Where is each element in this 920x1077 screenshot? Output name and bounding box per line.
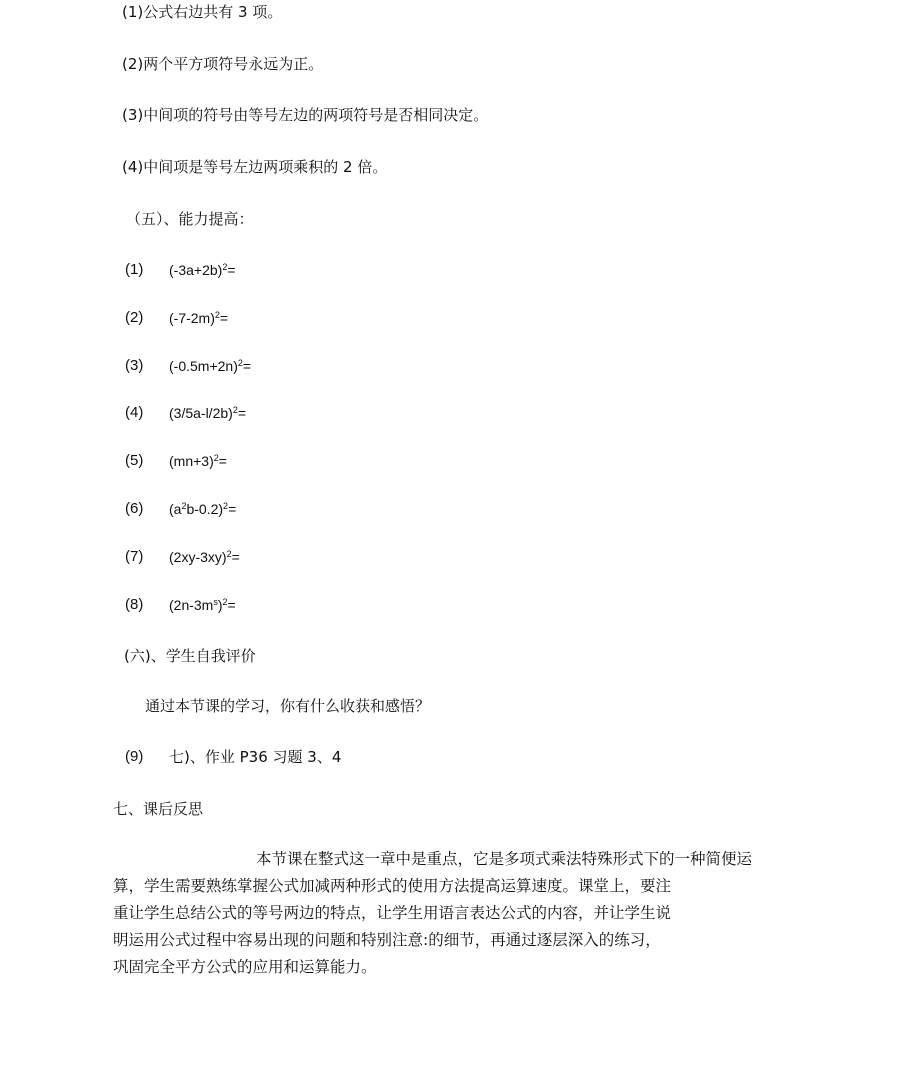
expression-exp: 2	[226, 549, 232, 559]
exercise-expression	[169, 595, 236, 615]
expression-pre: (-0.5m+2n)	[169, 358, 238, 374]
exercise-expression	[169, 499, 236, 519]
expression-post: =	[227, 597, 236, 613]
expression-post: =	[218, 453, 227, 469]
expression-pre: (3/5a-l/2b)	[169, 405, 233, 421]
expression-exp: 2	[213, 453, 219, 463]
expression-pre: (-3a+2b)	[169, 262, 223, 278]
expression-post: =	[231, 549, 240, 565]
exercise-expression	[169, 403, 246, 423]
exercise-expression	[169, 547, 240, 567]
expression-sup1: s	[213, 597, 218, 607]
exercise-number: (3)	[125, 357, 144, 374]
self-evaluation-prompt: 通过本节课的学习，你有什么收获和感悟？	[145, 697, 431, 715]
expression-mid: )	[217, 597, 223, 613]
expression-post: =	[237, 405, 247, 421]
exercise-number: (2)	[125, 309, 144, 326]
homework-text: 七)、作业 P36 习题 3、4	[169, 748, 342, 766]
expression-exp: 2	[232, 405, 238, 415]
exercise-expression	[169, 356, 251, 376]
note-1: (1)公式右边共有 3 项。	[122, 3, 283, 21]
expression-sup1: 2	[181, 501, 187, 511]
expression-post: =	[227, 262, 236, 278]
expression-pre: (-7-2m)	[169, 310, 215, 326]
reflection-line: 本节课在整式这一章中是重点，它是多项式乘法特殊形式下的一种简便运	[256, 850, 753, 868]
reflection-heading: 七、课后反思	[113, 800, 204, 818]
exercise-number: (5)	[125, 452, 144, 469]
exercise-expression	[169, 308, 228, 328]
expression-post: =	[219, 310, 229, 326]
note-4: (4)中间项是等号左边两项乘积的 2 倍。	[122, 158, 388, 176]
section-6-heading: (六)、学生自我评价	[124, 647, 256, 665]
exercise-number: (8)	[125, 596, 144, 613]
note-3: (3)中间项的符号由等号左边的两项符号是否相同决定。	[122, 106, 489, 124]
expression-pre: (2xy-3xy)	[169, 549, 227, 565]
expression-pre: (mn+3)	[169, 453, 214, 469]
exercise-expression	[169, 260, 236, 280]
expression-post: =	[242, 358, 252, 374]
expression-mid: b-0.2)	[186, 501, 224, 517]
expression-post: =	[228, 501, 237, 517]
reflection-line: 明运用公式过程中容易出现的问题和特别注意:的细节，再通过逐层深入的练习，	[113, 931, 661, 949]
reflection-line: 巩固完全平方公式的应用和运算能力。	[113, 958, 377, 976]
expression-exp: 2	[237, 358, 243, 368]
reflection-line: 算，学生需要熟练掌握公式加减两种形式的使用方法提高运算速度。课堂上，要注	[113, 877, 672, 895]
reflection-paragraph	[113, 846, 813, 981]
reflection-line: 重让学生总结公式的等号两边的特点，让学生用语言表达公式的内容，并让学生说	[113, 904, 672, 922]
expression-pre: (a	[169, 501, 182, 517]
section-5-heading: （五）、能力提高：	[126, 210, 254, 228]
exercise-number: (6)	[125, 500, 144, 517]
note-2: (2)两个平方项符号永远为正。	[122, 55, 324, 73]
expression-pre: (2n-3m	[169, 597, 214, 613]
exercise-number: (4)	[125, 404, 144, 421]
exercise-number: (7)	[125, 548, 144, 565]
exercise-number: (1)	[125, 261, 144, 278]
expression-exp: 2	[222, 597, 228, 607]
expression-exp: 2	[214, 310, 220, 320]
homework-number: (9)	[125, 748, 144, 765]
exercise-expression	[169, 451, 227, 471]
expression-exp: 2	[223, 501, 229, 511]
expression-exp: 2	[222, 262, 228, 272]
